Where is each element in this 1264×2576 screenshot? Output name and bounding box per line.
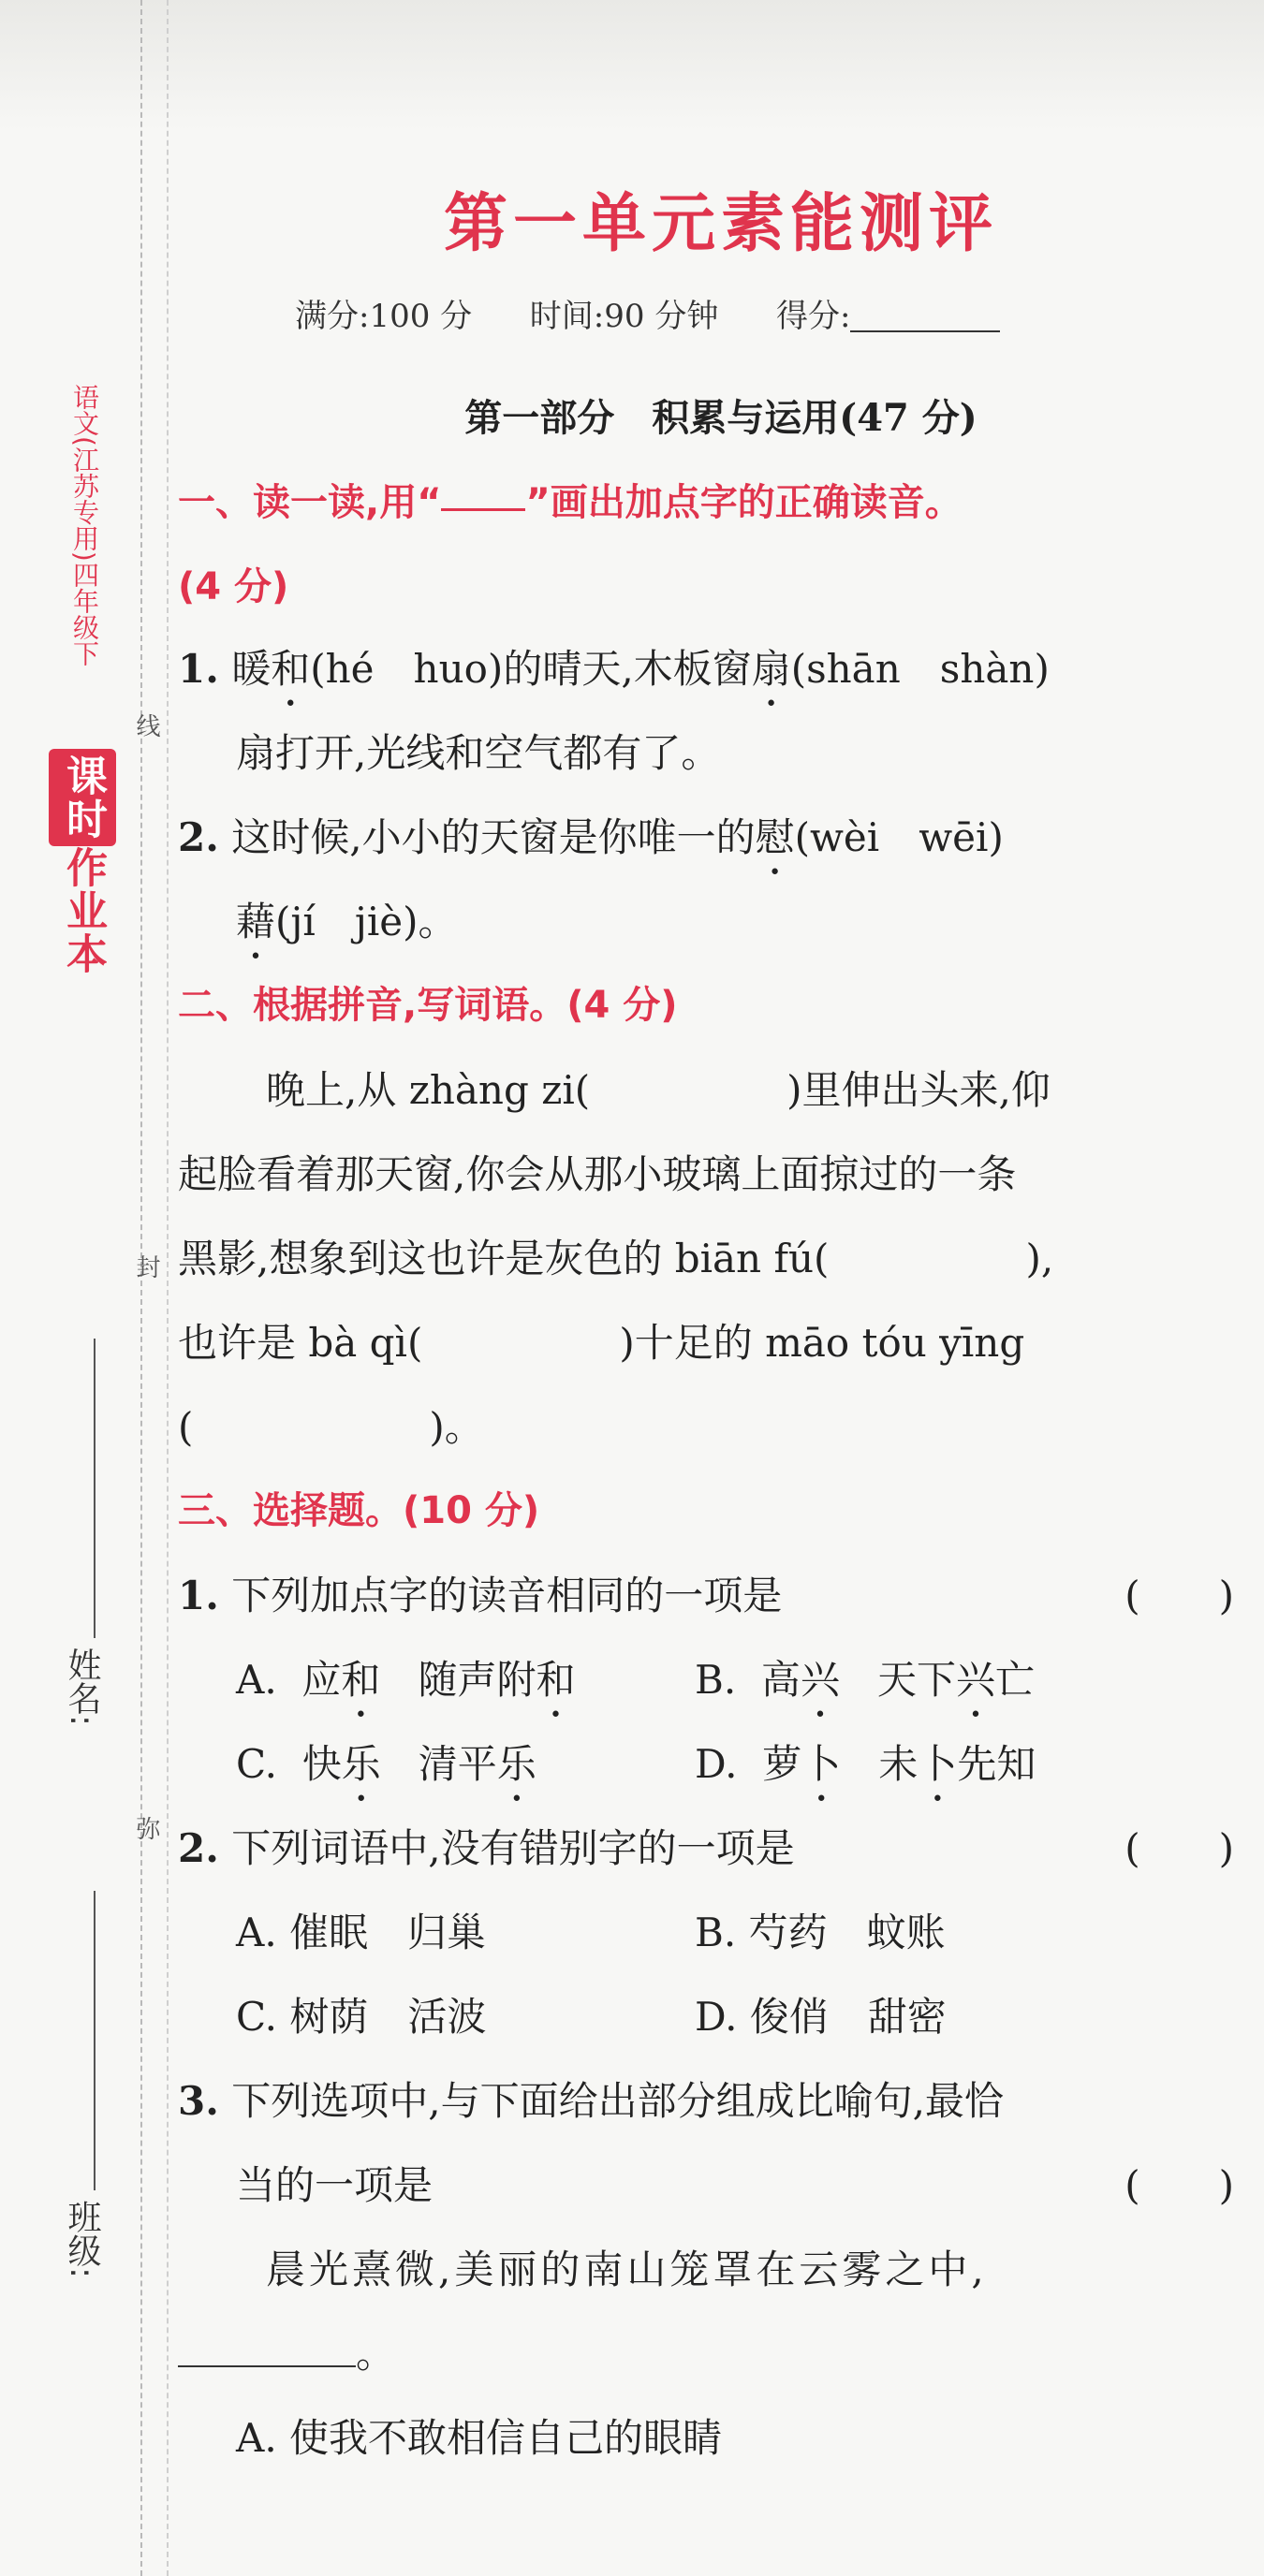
section1-points: (4 分) [178, 565, 289, 608]
s2-para-line-2: 起脸看着那天窗,你会从那小玻璃上面掠过的一条 [178, 1151, 1017, 1197]
answer-paren-1[interactable]: ( ) [1124, 1573, 1234, 1618]
s3-q1-option-c[interactable]: C. 快乐 清平乐 [236, 1741, 536, 1787]
score-info [295, 290, 1000, 336]
class-label: 班级: [63, 2200, 101, 2279]
dotted-char[interactable]: 慰 [755, 814, 795, 860]
dotted-char[interactable]: 和 [271, 646, 311, 692]
s1-question-1-cont: 扇打开,光线和空气都有了。 [236, 730, 721, 776]
section2-title: 二、根据拼音,写词语。(4 分) [178, 984, 678, 1027]
full-score: 满分:100 分 [295, 298, 473, 335]
page-title: 第一单元素能测评 [443, 187, 998, 261]
brand-logo-text: 作业本 [59, 846, 107, 975]
brand-logo [49, 749, 116, 975]
section1-title: 一、读一读,用“ ”画出加点字的正确读音。 [178, 481, 963, 524]
s3-question-3-cont: 当的一项是 [236, 2162, 434, 2208]
fill-blank[interactable] [178, 2365, 356, 2367]
answer-paren-3[interactable]: ( ) [1124, 2162, 1234, 2208]
name-label: 姓名: [63, 1647, 101, 1727]
cut-mark-close: 弥 [132, 1816, 160, 1840]
s1-question-2: 2. 这时候,小小的天窗是你唯一的慰(wèi wēi) [178, 814, 1004, 860]
cut-line [140, 0, 142, 2576]
s2-para-line-5: ( )。 [178, 1404, 484, 1450]
s1-question-1: 1. 暖和(hé huo)的晴天,木板窗扇(shān shàn) [178, 646, 1050, 692]
s3-q1-option-a[interactable]: A. 应和 随声附和 [236, 1657, 576, 1703]
s2-para-line-1: 晚上,从 zhàng zi( )里伸出头来,仰 [266, 1067, 1051, 1113]
s2-para-line-3: 黑影,想象到这也许是灰色的 biān fú( ), [178, 1236, 1054, 1281]
s3-q2-option-c[interactable]: C. 树荫 活波 [236, 1994, 487, 2040]
worksheet-page [178, 0, 1264, 2576]
time-limit: 时间:90 分钟 [529, 298, 719, 335]
score-label: 得分: [775, 298, 851, 335]
s3-q3-blank: 。 [178, 2323, 395, 2379]
s3-q3-passage: 晨光熹微,美丽的南山笼罩在云雾之中, [266, 2247, 988, 2292]
s3-question-3: 3. 下列选项中,与下面给出部分组成比喻句,最恰 [178, 2078, 1004, 2124]
part-heading: 第一部分 积累与运用(47 分) [464, 396, 977, 440]
s3-q2-option-d[interactable]: D. 俊俏 甜密 [695, 1994, 947, 2040]
name-field-line[interactable] [94, 1339, 96, 1638]
class-field-line[interactable] [94, 1891, 96, 2190]
s2-para-line-4: 也许是 bà qì( )十足的 māo tóu yīng [178, 1320, 1025, 1366]
section3-title: 三、选择题。(10 分) [178, 1489, 540, 1532]
answer-paren-2[interactable]: ( ) [1124, 1825, 1234, 1871]
s3-q1-option-b[interactable]: B. 高兴 天下兴亡 [695, 1657, 1036, 1703]
cut-mark-line: 线 [132, 713, 160, 738]
score-field[interactable] [850, 330, 1000, 332]
s3-question-2: 2. 下列词语中,没有错别字的一项是 [178, 1825, 795, 1871]
s3-question-1: 1. 下列加点字的读音相同的一项是 [178, 1573, 783, 1618]
dotted-char[interactable]: 藉 [236, 899, 276, 944]
cut-line-inner [167, 0, 169, 2576]
s3-q2-option-b[interactable]: B. 芍药 蚊账 [695, 1910, 946, 1955]
s3-q2-option-a[interactable]: A. 催眠 归巢 [236, 1910, 487, 1955]
underline-sample [441, 508, 525, 511]
dotted-char[interactable]: 扇 [751, 646, 791, 692]
s1-question-2-cont: 藉(jí jiè)。 [236, 899, 458, 944]
s3-q3-option-a[interactable]: A. 使我不敢相信自己的眼睛 [236, 2415, 723, 2461]
brand-logo-mark: 课时 [49, 749, 116, 846]
series-label: 语文(江苏专用)四年级下 [69, 384, 100, 666]
binding-margin [0, 0, 178, 2576]
s3-q1-option-d[interactable]: D. 萝卜 未卜先知 [695, 1741, 1036, 1787]
cut-mark-seal: 封 [132, 1254, 160, 1279]
